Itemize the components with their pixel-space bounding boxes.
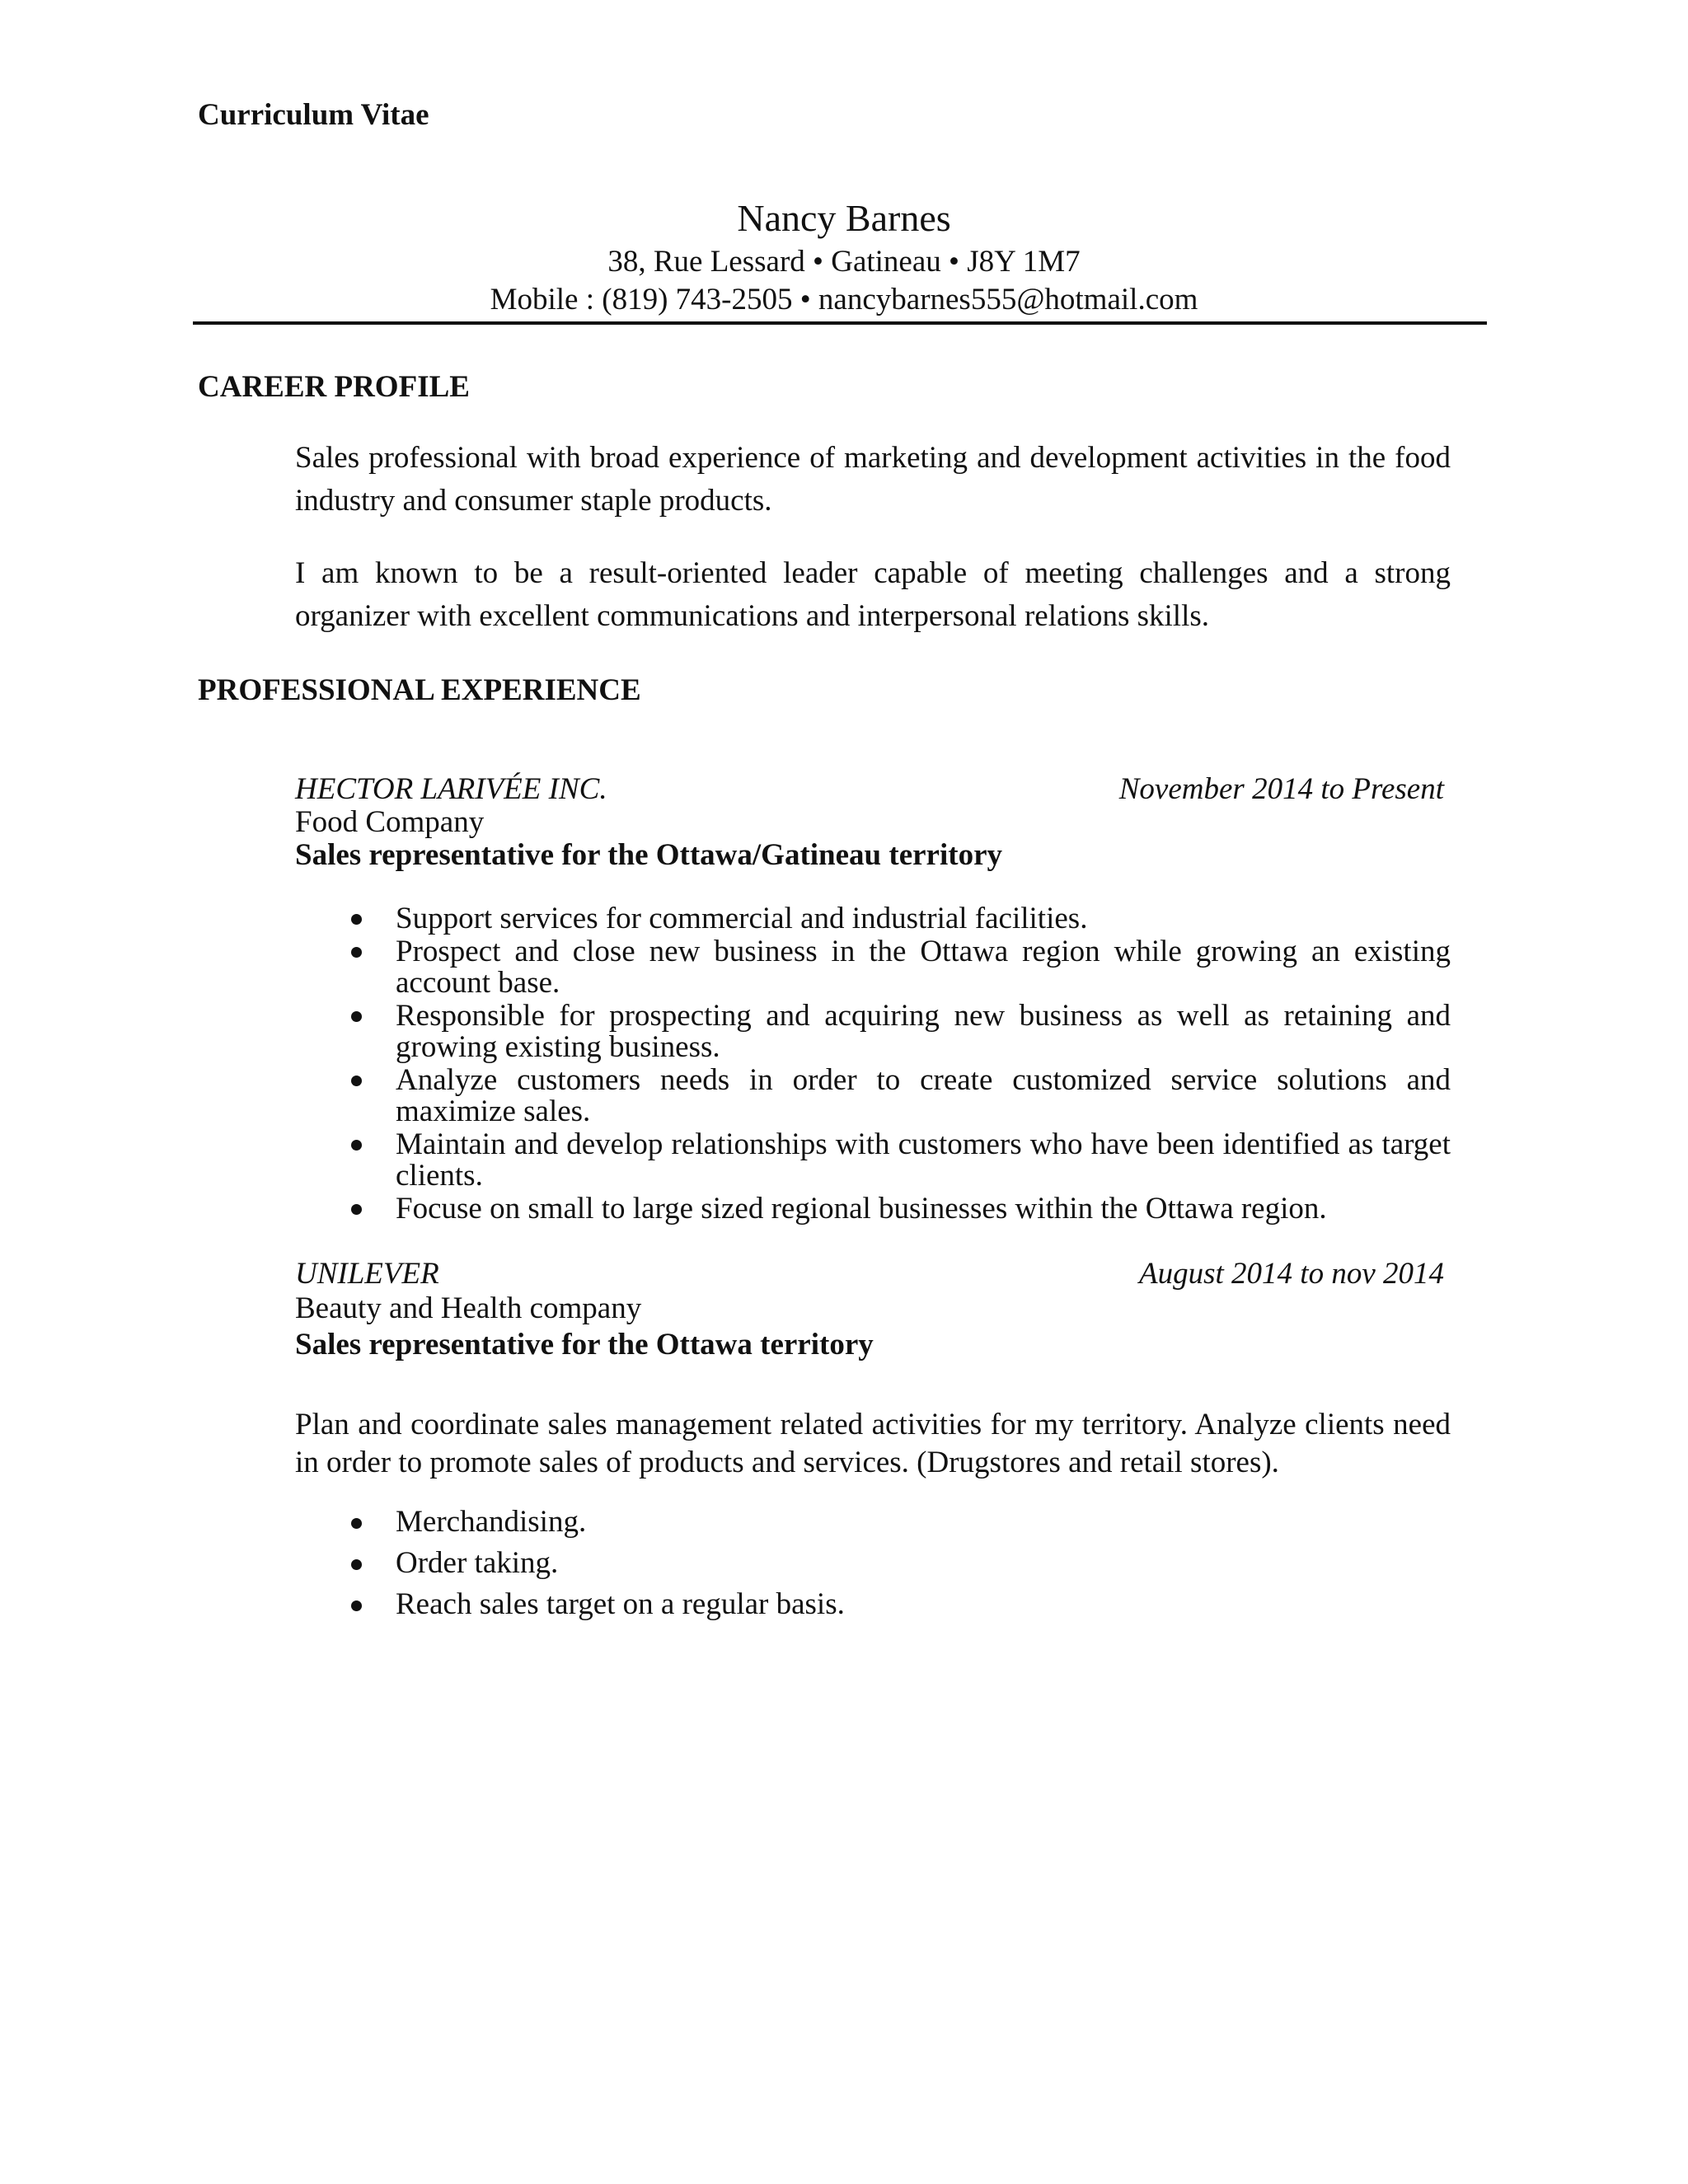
list-item [295, 1065, 1451, 1127]
list-item-text: Maintain and develop relationships with customers who have been identified as target clients. [396, 1127, 1451, 1193]
list-item [295, 1193, 1451, 1225]
address-line: 38, Rue Lessard • Gatineau • J8Y 1M7 [607, 245, 1081, 279]
job-role: Sales representative for the Ottawa territory [295, 1328, 874, 1361]
list-item-text: Analyze customers needs in order to create customized service solutions and maximize sales. [396, 1063, 1451, 1128]
list-item [295, 903, 1451, 935]
candidate-name: Nancy Barnes [737, 197, 951, 239]
contact-line: Mobile : (819) 743-2505 • nancybarnes555@hotmail.com [490, 283, 1198, 316]
list-item [295, 1587, 1451, 1622]
career-profile-heading: CAREER PROFILE [198, 370, 470, 404]
list-item [295, 1129, 1451, 1192]
job-role: Sales representative for the Ottawa/Gatineau territory [295, 838, 1002, 872]
header-divider [193, 321, 1487, 325]
bullet-icon [351, 1204, 362, 1215]
list-item-text: Prospect and close new business in the Ottawa region while growing an existing account base. [396, 935, 1451, 1000]
bullet-icon [351, 1076, 362, 1086]
list-item-text: Support services for commercial and industrial facilities. [396, 902, 1088, 935]
list-item [295, 1505, 1451, 1540]
list-item-text: Reach sales target on a regular basis. [396, 1587, 845, 1621]
bullet-icon [351, 1518, 362, 1529]
list-item-text: Merchandising. [396, 1505, 587, 1539]
profile-paragraph: Sales professional with broad experience of marketing and development activities in the food industry and consumer staple products. [295, 441, 1451, 518]
bullet-icon [351, 914, 362, 925]
list-item-text: Focuse on small to large sized regional businesses within the Ottawa region. [396, 1192, 1327, 1226]
bullet-icon [351, 947, 362, 958]
employer-name: HECTOR LARIVÉE INC. [295, 772, 607, 806]
responsibilities-list [295, 903, 1451, 1226]
bullet-icon [351, 1559, 362, 1570]
bullet-icon [351, 1011, 362, 1022]
document-title: Curriculum Vitae [198, 98, 429, 132]
list-item [295, 1546, 1451, 1581]
bullet-icon [351, 1140, 362, 1151]
company-type: Food Company [295, 805, 485, 839]
company-type: Beauty and Health company [295, 1291, 642, 1325]
employment-dates: August 2014 to nov 2014 [1139, 1257, 1444, 1291]
experience-heading: PROFESSIONAL EXPERIENCE [198, 673, 641, 707]
bullet-icon [351, 1601, 362, 1611]
list-item-text: Order taking. [396, 1546, 559, 1580]
list-item [295, 1001, 1451, 1063]
list-item [295, 936, 1451, 999]
profile-paragraph: I am known to be a result-oriented leader capable of meeting challenges and a strong organizer with excellent communications and interpersonal relations skills. [295, 556, 1451, 633]
employer-name: UNILEVER [295, 1257, 439, 1291]
employment-dates: November 2014 to Present [1118, 772, 1444, 806]
job-description: Plan and coordinate sales management related activities for my territory. Analyze clients need in order to promote sales of products and services. (Drugstores and retail stores). [295, 1408, 1451, 1479]
duties-list [295, 1505, 1451, 1629]
list-item-text: Responsible for prospecting and acquiring new business as well as retaining and growing existing business. [396, 999, 1451, 1064]
